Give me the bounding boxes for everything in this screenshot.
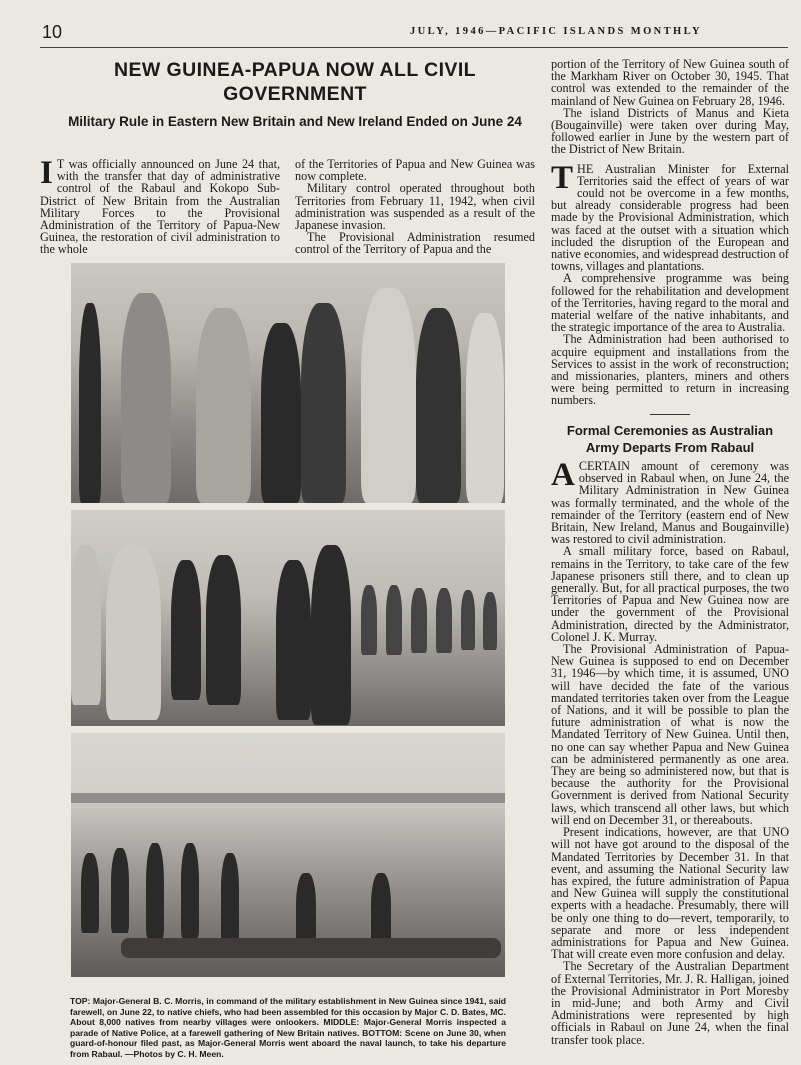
headline: NEW GUINEA-PAPUA NOW ALL CIVIL GOVERNMENT [114, 59, 476, 105]
drop-cap: A [551, 457, 575, 493]
drop-cap: I [40, 155, 53, 191]
photo-native-police-parade [71, 510, 505, 726]
article-column-3 [551, 58, 789, 407]
section-divider [650, 414, 690, 415]
photo-farewell-chiefs [71, 263, 505, 503]
paragraph: The Secretary of the Australian Department of External Territories, Mr. J. R. Halligan, joined the Provisional Administrator in Port Moresby in mid-June; and both Army and Civil Administrations were represented by high officials in Rabaul on June 24, when the final transfer took place. [551, 959, 789, 1047]
subheadline: Military Rule in Eastern New Britain and New Ireland Ended on June 24 [68, 114, 522, 129]
running-head: JULY, 1946—PACIFIC ISLANDS MONTHLY [410, 26, 703, 37]
drop-cap: T [551, 159, 574, 196]
paragraph: T was officially announced on June 24 that, with the transfer that day of administrative control of the Rabaul and Kokopo Sub-District of New Britain from the Australian Military Forces to the Provisional Administration of the Territory of Papua-New Guinea, the restoration of civil administration to the whole [40, 157, 280, 257]
paragraph: A comprehensive programme was being followed for the rehabilitation and development of the Territories, having regard to the moral and material welfare of the native inhabitants, and the strategic importance of the area to Australia. [551, 271, 789, 335]
page-number: 10 [42, 22, 63, 42]
photo-caption: TOP: Major-General B. C. Morris, in command of the military establishment in New Guinea since 1941, said farewell, on June 22, to native chiefs, who had been assembled for this occasion by Major C. D. Bates, MC. About 8,000 natives from nearby villages were onlookers. MIDDLE: Major-General Morris inspected a parade of Native Police, at a farewell gathering of New Britain natives. BOTTOM: Scene on June 30, when guard-of-honour filed past, as Major-General Morris went aboard the naval launch, to take his departure from Rabaul. —Photos by C. H. Meen. [70, 996, 506, 1059]
paragraph: Present indications, however, are that UNO will not have got around to the disposal of the Mandated Territories by December 31. In that event, and assuming the National Security law has expired, the future administration of Papua and New Guinea will supply the constitutional experts with a headache. Presumably, there will be only one thing to do—revert, temporarily, to separate and more or less independent administrations for Papua and New Guinea. That will create even more confusion and delay. [551, 825, 789, 962]
paragraph: A small military force, based on Rabaul, remains in the Territory, to take care of the few Japanese prisoners still there, and to clean up generally. But, for all practical purposes, the two Territories of Papua and New Guinea now are under the government of the Provisional Administration, directed by the Administrator, Colonel J. K. Murray. [551, 544, 789, 644]
paragraph: The Provisional Administration of Papua-New Guinea is supposed to end on December 31, 1946—by which time, it is assumed, UNO will have decided the fate of the various mandated territories taken over from the League of Nations, and it will be possible to plan the future administration of what is now the Mandated Territory of New Guinea. Until then, no one can say whether Papua and New Guinea can be administered permanently as one area. They are being so administered now, but that is because the authority for the Provisional Government is derived from National Security laws, which transcend all other laws, but which will end on December 31, or thereabouts. [551, 642, 789, 827]
paragraph: The island Districts of Manus and Kieta (Bougainville) were taken over during May, followed earlier in June by the western part of the District of New Britain. [551, 105, 789, 157]
photo-guard-of-honour [71, 733, 505, 977]
article-column-2 [295, 158, 535, 256]
paragraph: The Administration had been authorised to acquire equipment and installations from the Services to assist in the work of reconstruction; and missionaries, planters, miners and others were being permitted to return in increasing numbers. [551, 332, 789, 408]
paragraph: HE Australian Minister for External Territories said the effect of years of war could not be overcome in a few months, but already considerable progress had been made by the Provisional Administration, which was faced at the outset with a situation which included the disruption of the European and native economies, and widespread destruction of towns, villages and plantations. [551, 161, 789, 274]
section-column [551, 457, 789, 1047]
paragraph: CERTAIN amount of ceremony was observed in Rabaul when, on June 24, the Military Administration in New Guinea was formally terminated, and the whole of the remainder of the Territory (eastern end of New Britain, New Ireland, Manus and Bougainville) was restored to civil administration. [551, 459, 789, 547]
paragraph: of the Territories of Papua and New Guinea was now complete. [295, 157, 535, 184]
section-heading: Formal Ceremonies as Australian Army Departs From Rabaul [566, 423, 774, 455]
article-column-1 [40, 155, 280, 257]
paragraph: Military control operated throughout both Territories from February 11, 1942, when civil administration was suspended as a result of the Japanese invasion. [295, 181, 535, 233]
header-rule [40, 47, 788, 48]
paragraph: portion of the Territory of New Guinea south of the Markham River on October 30, 1945. That control was extended to the remainder of the mainland of New Guinea on February 28, 1946. [551, 57, 789, 108]
paragraph: The Provisional Administration resumed control of the Territory of Papua and the [295, 230, 535, 257]
